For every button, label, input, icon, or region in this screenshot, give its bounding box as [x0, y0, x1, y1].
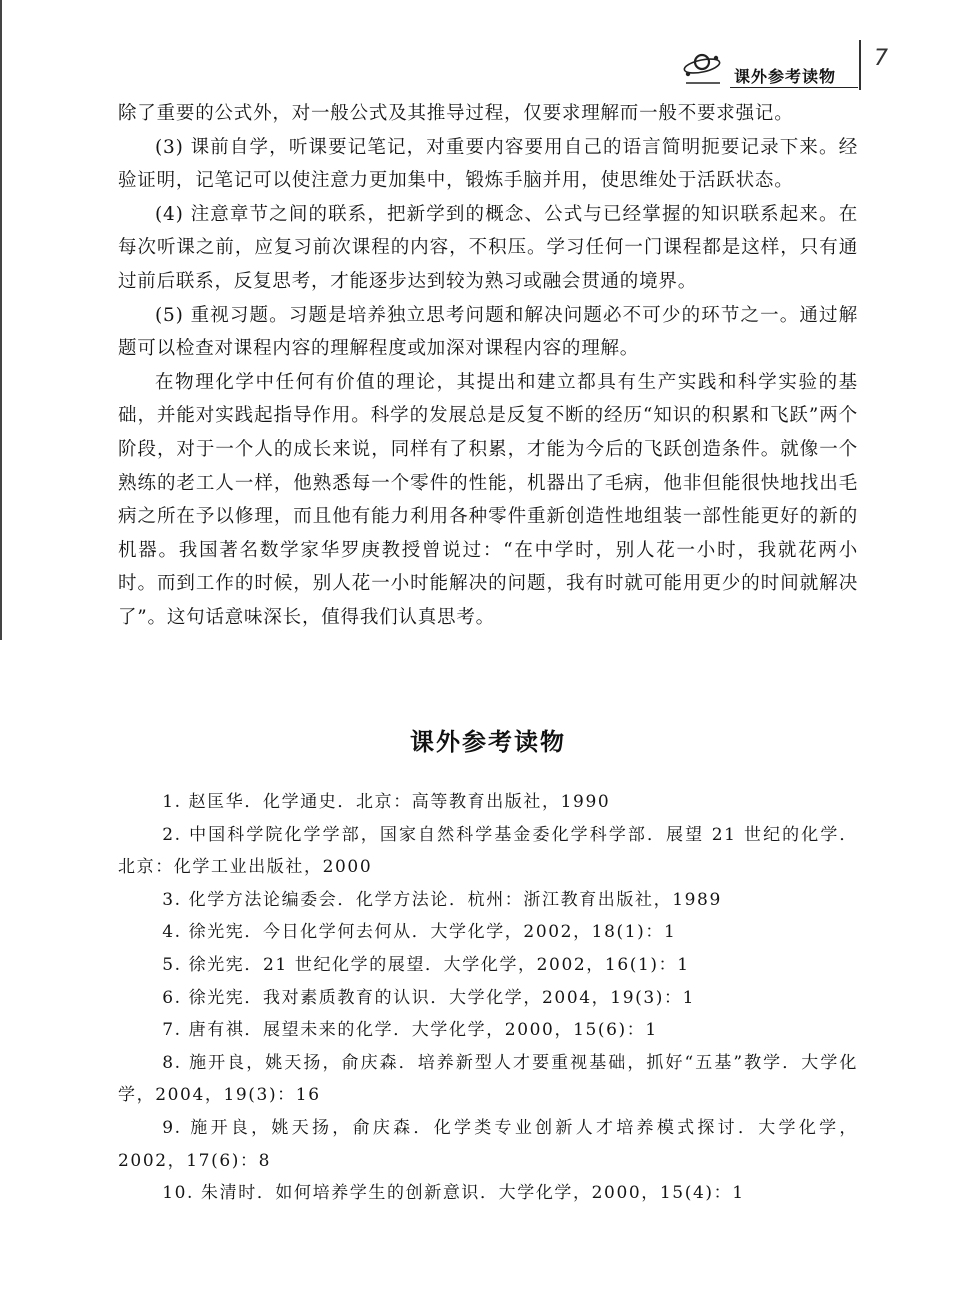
reference-item: 10. 朱清时．如何培养学生的创新意识．大学化学，2000，15(4)：1	[162, 1183, 745, 1204]
scan-edge-line	[0, 0, 2, 640]
paragraph: 在物理化学中任何有价值的理论，其提出和建立都具有生产实践和科学实验的基础，并能对实践起指导作用。科学的发展总是反复不断的经历“知识的积累和飞跃”两个阶段，对于一个人的成长来说，同样有了积累，才能为今后的飞跃创造条件。就像一个熟练的老工人一样，他熟悉每一个零件的性能，机器出了毛病，他非但能很快地找出毛病之所在予以修理，而且他有能力利用各种零件重新创造性地组装一部性能更好的新的机器。我国著名数学家华罗庚教授曾说过：“在中学时，别人花一小时，我就花两小时。而到工作的时候，别人花一小时能解决的问题，我有时就可能用更少的时间就解决了”。这句话意味深长，值得我们认真思考。	[118, 371, 858, 628]
running-header-title: 课外参考读物	[734, 67, 837, 86]
reference-item: 8. 施开良，姚天扬，俞庆森．培养新型人才要重视基础，抓好“五基”教学．大学化学，2004，19(3)：16	[118, 1052, 858, 1106]
header-rule	[730, 87, 858, 88]
reference-item: 1. 赵匡华．化学通史．北京：高等教育出版社，1990	[162, 792, 611, 812]
reference-item: 5. 徐光宪．21 世纪化学的展望．大学化学，2002，16(1)：1	[162, 954, 690, 975]
section-title: 课外参考读物	[410, 728, 566, 756]
body-text	[118, 97, 858, 635]
reference-item: 7. 唐有祺．展望未来的化学．大学化学，2000，15(6)：1	[162, 1020, 658, 1041]
running-header	[672, 40, 912, 90]
page-number: 7	[874, 46, 888, 71]
reference-item: 3. 化学方法论编委会．化学方法论．杭州：浙江教育出版社，1989	[162, 889, 722, 910]
paragraph: (4) 注意章节之间的联系，把新学到的概念、公式与已经掌握的知识联系起来。在每次听课之前，应复习前次课程的内容，不积压。学习任何一门课程都是这样，只有通过前后联系，反复思考，才能逐步达到较为熟习或融会贯通的境界。	[118, 203, 858, 292]
reference-item: 6. 徐光宪．我对素质教育的认识．大学化学，2004，19(3)：1	[162, 987, 696, 1008]
header-divider	[859, 40, 861, 90]
reference-item: 4. 徐光宪．今日化学何去何从．大学化学，2002，18(1)：1	[162, 922, 677, 943]
reference-list	[118, 786, 858, 1210]
paragraph: (5) 重视习题。习题是培养独立思考问题和解决问题必不可少的环节之一。通过解题可以检查对课程内容的理解程度或加深对课程内容的理解。	[118, 304, 858, 360]
reference-item: 9. 施开良，姚天扬，俞庆森．化学类专业创新人才培养模式探讨．大学化学，2002，17(6)：8	[118, 1117, 858, 1171]
atom-orbit-icon	[680, 44, 724, 86]
reference-item: 2. 中国科学院化学学部，国家自然科学基金委化学科学部．展望 21 世纪的化学．北京：化学工业出版社，2000	[118, 824, 858, 878]
paragraph: (3) 课前自学，听课要记笔记，对重要内容要用自己的语言简明扼要记录下来。经验证明，记笔记可以使注意力更加集中，锻炼手脑并用，使思维处于活跃状态。	[118, 136, 858, 192]
paragraph: 除了重要的公式外，对一般公式及其推导过程，仅要求理解而一般不要求强记。	[118, 103, 794, 124]
